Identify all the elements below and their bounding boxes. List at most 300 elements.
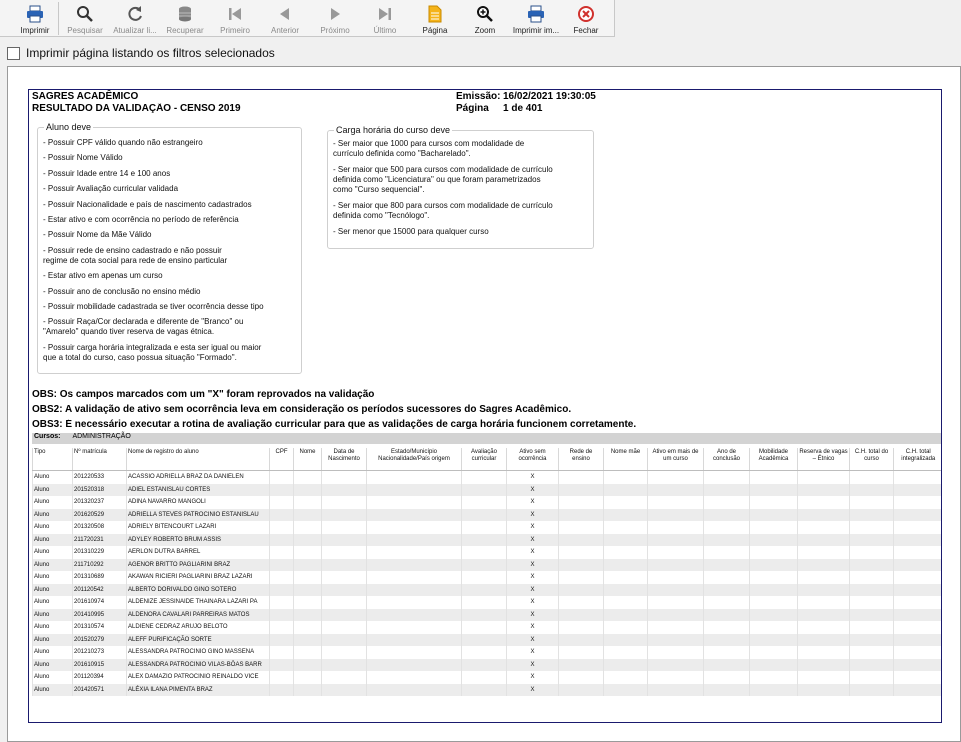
column-header: Reserva de vagas – Étnico — [798, 448, 850, 471]
first-page-button[interactable] — [216, 2, 254, 35]
print-filters-checkbox[interactable] — [7, 47, 20, 60]
course-value: ADMINISTRAÇÃO — [72, 433, 131, 440]
table-row — [33, 596, 943, 609]
report-toolbar — [0, 0, 615, 37]
table-cell: Aluno — [33, 584, 73, 597]
report-title: RESULTADO DA VALIDAÇÃO - CENSO 2019 — [32, 103, 241, 114]
table-cell: ALBERTO DORIVALDO GINO SOTERO — [127, 584, 270, 597]
table-cell — [850, 621, 894, 634]
table-cell — [850, 496, 894, 509]
table-cell: ADINA NAVARRO MANGOLI — [127, 496, 270, 509]
table-cell — [704, 609, 750, 622]
table-cell — [750, 509, 798, 522]
table-cell — [850, 609, 894, 622]
table-cell — [894, 634, 943, 647]
table-cell: ALEX DAMAZIO PATROCINIO REINALDO VICE — [127, 671, 270, 684]
table-cell — [462, 571, 507, 584]
table-cell — [322, 584, 367, 597]
first-page-button-label: Primeiro — [220, 26, 250, 35]
recover-button[interactable] — [163, 2, 207, 35]
table-cell — [367, 521, 462, 534]
table-cell — [462, 671, 507, 684]
rule-item: - Possuir Avaliação curricular validada — [43, 184, 179, 194]
table-cell — [270, 609, 294, 622]
table-cell — [850, 571, 894, 584]
table-cell — [798, 621, 850, 634]
table-cell — [704, 496, 750, 509]
table-cell — [367, 484, 462, 497]
table-cell — [850, 671, 894, 684]
column-header: CPF — [270, 448, 294, 471]
printer-icon — [25, 4, 45, 24]
rule-item: - Possuir Idade entre 14 e 100 anos — [43, 168, 171, 178]
table-row — [33, 659, 943, 672]
table-cell — [462, 634, 507, 647]
table-cell — [894, 659, 943, 672]
next-page-button[interactable] — [315, 2, 355, 35]
table-cell: X — [507, 571, 559, 584]
table-cell — [798, 671, 850, 684]
table-cell — [648, 634, 704, 647]
table-cell — [798, 571, 850, 584]
table-cell — [750, 596, 798, 609]
page-value: 1 de 401 — [503, 103, 543, 114]
table-cell: Aluno — [33, 659, 73, 672]
table-cell: 201310229 — [73, 546, 127, 559]
table-cell — [704, 621, 750, 634]
table-row — [33, 634, 943, 647]
previous-page-button[interactable] — [265, 2, 305, 35]
table-cell — [462, 609, 507, 622]
refresh-button-label: Atualizar li... — [113, 26, 157, 35]
table-cell — [462, 471, 507, 484]
table-cell: 201310574 — [73, 621, 127, 634]
table-row — [33, 621, 943, 634]
table-cell — [294, 596, 322, 609]
table-cell — [270, 684, 294, 697]
table-cell — [894, 671, 943, 684]
table-cell — [798, 534, 850, 547]
column-header: Estado/Município Nacionalidade/País origem — [367, 448, 462, 471]
table-cell: Aluno — [33, 509, 73, 522]
recover-button-label: Recuperar — [166, 26, 204, 35]
table-cell — [367, 559, 462, 572]
table-cell — [894, 596, 943, 609]
search-button-label: Pesquisar — [67, 26, 103, 35]
table-cell — [604, 621, 648, 634]
table-cell — [604, 571, 648, 584]
table-cell — [750, 684, 798, 697]
table-cell — [322, 684, 367, 697]
table-cell — [798, 584, 850, 597]
course-label: Cursos: — [34, 433, 61, 440]
table-cell: 211720231 — [73, 534, 127, 547]
table-cell — [270, 534, 294, 547]
table-cell: 201420571 — [73, 684, 127, 697]
table-cell — [322, 559, 367, 572]
table-cell: X — [507, 634, 559, 647]
course-workload-box — [327, 125, 594, 249]
table-row — [33, 684, 943, 697]
table-cell — [750, 521, 798, 534]
table-cell — [294, 471, 322, 484]
table-cell — [798, 684, 850, 697]
table-cell — [270, 584, 294, 597]
table-cell — [367, 609, 462, 622]
table-row — [33, 521, 943, 534]
table-cell — [704, 659, 750, 672]
table-cell — [559, 546, 604, 559]
table-row — [33, 534, 943, 547]
student-rules-title: Aluno deve — [46, 122, 92, 132]
zoom-button[interactable] — [466, 2, 504, 35]
table-row — [33, 646, 943, 659]
table-cell: Aluno — [33, 621, 73, 634]
table-cell: X — [507, 646, 559, 659]
table-cell — [604, 521, 648, 534]
table-cell — [322, 659, 367, 672]
table-cell — [798, 521, 850, 534]
table-cell — [367, 596, 462, 609]
page-label: Página — [456, 103, 489, 114]
page-button-label: Página — [422, 26, 448, 35]
table-cell — [704, 571, 750, 584]
table-cell — [270, 671, 294, 684]
table-cell: X — [507, 521, 559, 534]
table-cell — [850, 509, 894, 522]
page-icon — [425, 4, 445, 24]
table-cell — [850, 634, 894, 647]
table-cell — [894, 584, 943, 597]
table-cell — [798, 634, 850, 647]
table-cell: ALÉXIA ILANA PIMENTA BRAZ — [127, 684, 270, 697]
table-cell — [850, 546, 894, 559]
table-cell: X — [507, 534, 559, 547]
table-cell — [270, 496, 294, 509]
table-cell: 201220533 — [73, 471, 127, 484]
table-row — [33, 571, 943, 584]
table-cell — [322, 534, 367, 547]
table-cell — [648, 646, 704, 659]
table-cell: X — [507, 496, 559, 509]
table-cell — [604, 496, 648, 509]
previous-page-icon — [275, 4, 295, 24]
table-cell — [648, 596, 704, 609]
table-cell — [559, 621, 604, 634]
zoom-button-label: Zoom — [474, 26, 496, 35]
table-cell — [270, 621, 294, 634]
table-cell: X — [507, 596, 559, 609]
table-cell — [604, 559, 648, 572]
table-cell — [270, 484, 294, 497]
table-cell — [704, 559, 750, 572]
table-cell — [648, 509, 704, 522]
last-page-icon — [375, 4, 395, 24]
refresh-button[interactable] — [112, 2, 158, 35]
table-cell — [798, 509, 850, 522]
table-body — [33, 471, 943, 697]
table-cell — [894, 546, 943, 559]
table-cell: X — [507, 621, 559, 634]
table-cell — [648, 621, 704, 634]
table-cell — [604, 646, 648, 659]
table-row — [33, 509, 943, 522]
table-cell — [648, 584, 704, 597]
column-header: Ativo em mais de um curso — [648, 448, 704, 471]
student-rules-box — [37, 122, 302, 374]
table-cell — [294, 609, 322, 622]
table-cell — [704, 509, 750, 522]
table-cell: ALDENORA CAVALARI PARREIRAS MATOS — [127, 609, 270, 622]
table-cell: 201320237 — [73, 496, 127, 509]
table-cell — [294, 621, 322, 634]
page-button[interactable] — [417, 2, 453, 35]
toolbar-separator — [58, 2, 59, 35]
table-cell — [798, 559, 850, 572]
table-cell — [704, 471, 750, 484]
table-cell — [559, 659, 604, 672]
table-cell — [798, 546, 850, 559]
table-cell — [367, 534, 462, 547]
table-cell: X — [507, 684, 559, 697]
close-button[interactable] — [568, 2, 604, 35]
database-icon — [175, 4, 195, 24]
table-cell — [894, 621, 943, 634]
report-viewer[interactable] — [7, 66, 961, 742]
table-cell — [604, 471, 648, 484]
obs-1: OBS: Os campos marcados com um "X" foram reprovados na validação — [32, 389, 375, 400]
table-cell — [367, 634, 462, 647]
table-cell — [604, 634, 648, 647]
rule-item: - Possuir ano de conclusão no ensino médio — [43, 286, 201, 296]
table-cell: Aluno — [33, 559, 73, 572]
table-cell — [798, 471, 850, 484]
table-row — [33, 471, 943, 484]
table-cell — [648, 521, 704, 534]
table-cell — [750, 609, 798, 622]
table-cell: Aluno — [33, 596, 73, 609]
column-header: Nome de registro do aluno — [127, 448, 270, 471]
table-cell — [604, 546, 648, 559]
table-cell — [798, 609, 850, 622]
table-cell — [462, 584, 507, 597]
table-cell — [462, 546, 507, 559]
table-cell — [894, 509, 943, 522]
previous-page-button-label: Anterior — [270, 26, 299, 35]
table-cell — [270, 471, 294, 484]
print-image-button[interactable] — [511, 2, 561, 35]
table-cell — [294, 571, 322, 584]
table-cell — [798, 646, 850, 659]
table-cell: Aluno — [33, 609, 73, 622]
table-cell — [462, 646, 507, 659]
close-icon — [576, 4, 596, 24]
table-cell: Aluno — [33, 471, 73, 484]
table-cell — [894, 521, 943, 534]
table-cell — [322, 596, 367, 609]
table-cell — [894, 534, 943, 547]
column-header: Ativo sem ocorrência — [507, 448, 559, 471]
column-header: Mobilidade Acadêmica — [750, 448, 798, 471]
table-cell — [894, 646, 943, 659]
report-page — [28, 89, 942, 723]
table-cell — [270, 559, 294, 572]
table-cell — [462, 684, 507, 697]
print-button[interactable] — [16, 2, 54, 35]
next-page-icon — [325, 4, 345, 24]
rule-item: - Possuir carga horária integralizada e esta ser igual ou maior que a total do curso, caso possua situação "Formado". — [43, 342, 262, 362]
table-cell — [798, 484, 850, 497]
table-cell — [704, 634, 750, 647]
table-cell — [294, 521, 322, 534]
table-cell: ADRIELLA STEVES PATROCINIO ESTANISLAU — [127, 509, 270, 522]
table-row — [33, 671, 943, 684]
table-cell — [894, 471, 943, 484]
table-cell — [322, 609, 367, 622]
table-row — [33, 496, 943, 509]
table-cell — [294, 684, 322, 697]
table-header-row — [33, 448, 943, 471]
table-cell — [750, 484, 798, 497]
table-cell: X — [507, 471, 559, 484]
column-header: C.H. total integralizada — [894, 448, 943, 471]
table-cell — [559, 671, 604, 684]
table-cell — [704, 684, 750, 697]
table-cell: AGENOR BRITTO PAGLIARINI BRAZ — [127, 559, 270, 572]
table-cell: 201610974 — [73, 596, 127, 609]
table-cell — [648, 534, 704, 547]
table-cell: ADYLEY ROBERTO BRUM ASSIS — [127, 534, 270, 547]
rule-item: - Estar ativo e com ocorrência no período de referência — [43, 214, 239, 224]
table-cell — [798, 659, 850, 672]
print-filters-label: Imprimir página listando os filtros selecionados — [26, 46, 275, 60]
table-cell — [294, 584, 322, 597]
table-cell: Aluno — [33, 571, 73, 584]
table-cell — [648, 684, 704, 697]
table-cell — [294, 484, 322, 497]
table-cell — [750, 534, 798, 547]
table-cell — [750, 659, 798, 672]
table-cell — [462, 509, 507, 522]
last-page-button[interactable] — [366, 2, 404, 35]
table-cell — [750, 671, 798, 684]
table-cell: ALDIENE CEDRAZ ARUJO BELOTO — [127, 621, 270, 634]
course-band — [32, 433, 942, 444]
table-cell — [604, 671, 648, 684]
table-cell — [559, 596, 604, 609]
table-cell — [367, 471, 462, 484]
table-cell — [559, 609, 604, 622]
column-header: Avaliação curricular — [462, 448, 507, 471]
table-cell — [559, 534, 604, 547]
table-cell — [850, 646, 894, 659]
refresh-icon — [125, 4, 145, 24]
table-row — [33, 559, 943, 572]
table-cell — [559, 584, 604, 597]
table-cell — [462, 621, 507, 634]
table-cell — [270, 509, 294, 522]
print-image-icon — [526, 4, 546, 24]
table-cell — [604, 534, 648, 547]
table-cell — [270, 546, 294, 559]
table-cell: Aluno — [33, 496, 73, 509]
table-cell — [850, 484, 894, 497]
table-cell — [322, 671, 367, 684]
table-cell — [322, 621, 367, 634]
table-cell: Aluno — [33, 546, 73, 559]
table-cell — [704, 584, 750, 597]
table-cell — [462, 521, 507, 534]
table-cell — [750, 584, 798, 597]
table-cell: Aluno — [33, 484, 73, 497]
table-cell — [559, 484, 604, 497]
table-cell — [294, 659, 322, 672]
table-cell — [462, 496, 507, 509]
column-header: Nome mãe — [604, 448, 648, 471]
table-cell — [367, 646, 462, 659]
table-cell: X — [507, 559, 559, 572]
table-cell — [850, 534, 894, 547]
table-cell — [894, 684, 943, 697]
rule-item: - Ser maior que 1000 para cursos com modalidade de currículo definida como "Bacharelado". — [333, 139, 525, 158]
table-cell — [704, 484, 750, 497]
table-cell: 201520318 — [73, 484, 127, 497]
table-cell — [270, 659, 294, 672]
table-cell — [322, 634, 367, 647]
table-cell — [462, 559, 507, 572]
table-cell: 211710292 — [73, 559, 127, 572]
table-cell: Aluno — [33, 684, 73, 697]
table-cell — [367, 584, 462, 597]
table-cell: 201310689 — [73, 571, 127, 584]
close-button-label: Fechar — [573, 26, 599, 35]
table-cell — [559, 496, 604, 509]
table-cell: ACASSIO ADRIELLA BRAZ DA DANIELEN — [127, 471, 270, 484]
table-cell — [750, 621, 798, 634]
table-cell — [322, 546, 367, 559]
table-cell — [322, 484, 367, 497]
table-cell — [850, 596, 894, 609]
rule-item: - Ser maior que 800 para cursos com modalidade de currículo definida como "Tecnólogo". — [333, 201, 553, 220]
table-cell — [367, 509, 462, 522]
table-cell — [894, 559, 943, 572]
student-rules-list — [43, 138, 299, 368]
table-cell: X — [507, 509, 559, 522]
print-filters-option[interactable] — [7, 46, 275, 60]
table-cell — [604, 609, 648, 622]
table-cell: ALESSANDRA PATROCINIO GINO MASSENA — [127, 646, 270, 659]
search-button[interactable] — [63, 2, 107, 35]
table-cell — [367, 571, 462, 584]
table-cell — [704, 534, 750, 547]
table-cell: 201120394 — [73, 671, 127, 684]
table-cell: 201620529 — [73, 509, 127, 522]
table-cell — [270, 634, 294, 647]
table-cell — [750, 471, 798, 484]
table-cell: ALESSANDRA PATROCINIO VILAS-BÔAS BARR — [127, 659, 270, 672]
table-cell — [750, 634, 798, 647]
table-cell — [559, 571, 604, 584]
table-cell — [604, 484, 648, 497]
rule-item: - Possuir CPF válido quando não estrangeiro — [43, 138, 203, 147]
table-cell: Aluno — [33, 534, 73, 547]
table-cell — [648, 559, 704, 572]
table-cell — [798, 496, 850, 509]
table-cell — [559, 684, 604, 697]
rule-item: - Possuir Raça/Cor declarada e diferente de "Branco" ou "Amarelo" quando tiver reserva de vagas étnica. — [43, 317, 244, 337]
table-cell — [367, 621, 462, 634]
table-cell — [798, 596, 850, 609]
